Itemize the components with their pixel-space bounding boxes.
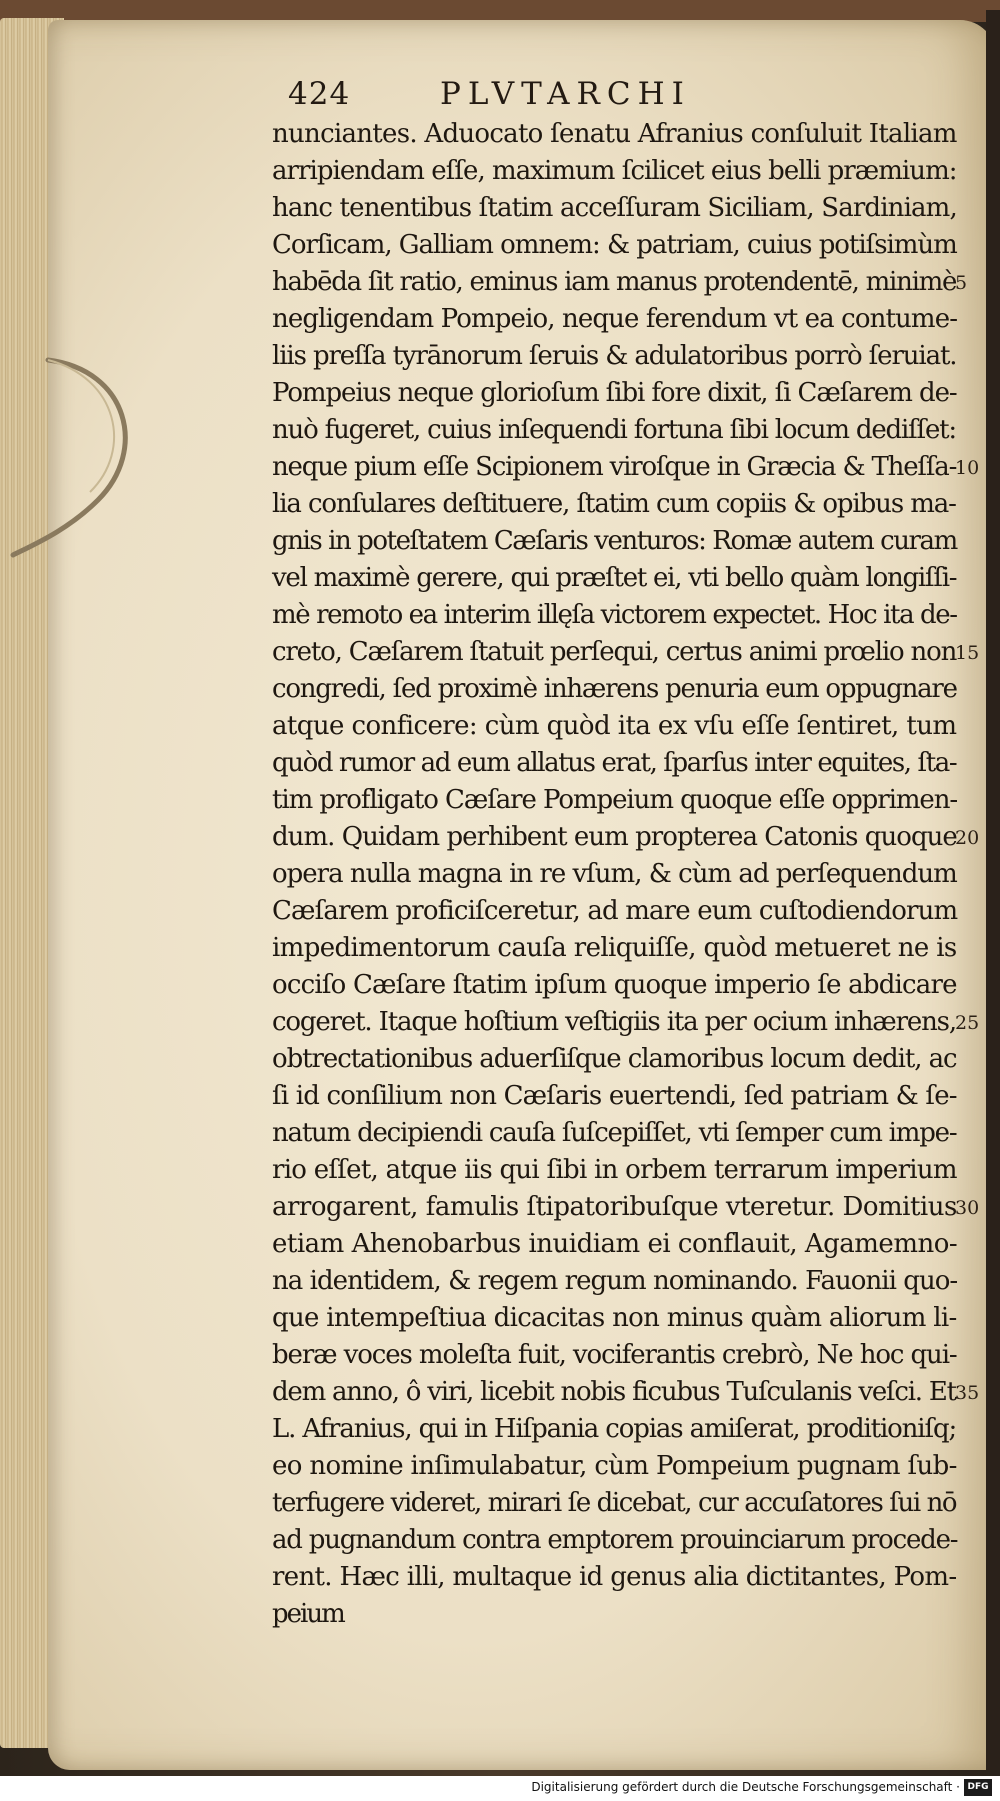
text-line: hanc tenentibus ſtatim acceſſuram Siciliam, Sardiniam, <box>272 193 957 223</box>
text-line: negligendam Pompeio, neque ferendum vt ea contume- <box>272 304 958 334</box>
margin-number: 15 <box>955 642 980 664</box>
page-number: 424 <box>288 76 351 112</box>
text-line: cogeret. Itaque hoſtium veſtigiis ita per ocium inhærens, <box>272 1007 956 1037</box>
text-line: beræ voces moleſta fuit, vociferantis crebrò, Ne hoc qui- <box>272 1340 957 1370</box>
running-head: PLVTARCHI <box>440 76 691 112</box>
text-line: obtrectationibus aduerſiſque clamoribus locum dedit, ac <box>272 1044 957 1074</box>
margin-number: 30 <box>955 1197 980 1219</box>
footer-bar <box>0 1776 1000 1801</box>
text-line: rent. Hæc illi, multaque id genus alia dictitantes, Pom- <box>272 1562 957 1592</box>
text-line: quòd rumor ad eum allatus erat, ſparſus inter equites, ſta- <box>272 748 957 778</box>
text-line: que intempeſtiua dicacitas non minus quàm aliorum li- <box>272 1303 957 1333</box>
text-line: eo nomine inſimulabatur, cùm Pompeium pugnam ſub- <box>272 1451 957 1481</box>
book-fore-edge <box>986 10 1000 1770</box>
text-line: rio eſſet, atque iis qui ſibi in orbem terrarum imperium <box>272 1155 957 1185</box>
margin-number: 35 <box>955 1382 980 1404</box>
text-line: na identidem, & regem regum nominando. Fauonii quo- <box>272 1266 958 1296</box>
margin-number: 20 <box>955 827 980 849</box>
text-line: vel maximè gerere, qui præſtet ei, vti bello quàm longiſſi- <box>272 563 957 593</box>
text-line: etiam Ahenobarbus inuidiam ei conflauit, Agamemno- <box>272 1229 958 1259</box>
text-line: dem anno, ô viri, licebit nobis ficubus Tuſculanis veſci. Et <box>272 1377 956 1407</box>
text-line: nunciantes. Aduocato ſenatu Afranius conſuluit Italiam <box>272 119 957 149</box>
text-line: natum decipiendi cauſa ſuſcepiſſet, vti ſemper cum impe- <box>272 1118 957 1148</box>
text-line: terfugere videret, mirari ſe dicebat, cur accuſatores ſui nō <box>272 1488 957 1518</box>
text-line: L. Afranius, qui in Hiſpania copias amiſerat, proditioniſq; <box>272 1414 957 1444</box>
text-line: opera nulla magna in re vſum, & cùm ad perſequendum <box>272 859 957 889</box>
dfg-logo: DFG <box>964 1779 992 1796</box>
text-line: habēda ſit ratio, eminus iam manus protendentē, minimè <box>272 267 957 297</box>
text-line: occiſo Cæſare ſtatim ipſum quoque imperio ſe abdicare <box>272 970 957 1000</box>
text-line: congredi, ſed proximè inhærens penuria eum oppugnare <box>272 674 957 704</box>
margin-number: 5 <box>955 272 968 294</box>
text-line: Cæſarem proficiſceretur, ad mare eum cuſtodiendorum <box>272 896 958 926</box>
book-top-edge <box>0 0 1000 22</box>
text-line: ſi id conſilium non Cæſaris euertendi, ſed patriam & ſe- <box>272 1081 957 1111</box>
text-line: neque pium eſſe Scipionem viroſque in Græcia & Theſſa- <box>272 452 957 482</box>
text-line: Corſicam, Galliam omnem: & patriam, cuius potiſsimùm <box>272 230 957 260</box>
text-line: atque conficere: cùm quòd ita ex vſu eſſe ſentiret, tum <box>272 711 957 741</box>
margin-number: 10 <box>955 457 980 479</box>
text-line: nuò fugeret, cuius inſequendi fortuna ſibi locum dediſſet: <box>272 415 956 445</box>
funding-credit: Digitalisierung gefördert durch die Deutsche Forschungsgemeinschaft · <box>531 1780 960 1794</box>
margin-number: 25 <box>955 1012 980 1034</box>
text-line: mè remoto ea interim illęſa victorem expectet. Hoc ita de- <box>272 600 957 630</box>
text-line: creto, Cæſarem ſtatuit perſequi, certus animi prœlio non <box>272 637 957 667</box>
text-line: peium <box>272 1599 344 1629</box>
text-line: liis preſſa tyrānorum ſeruis & adulatoribus porrò ſeruiat. <box>272 341 957 371</box>
text-line: ad pugnandum contra emptorem prouinciarum procede- <box>272 1525 958 1555</box>
page-header <box>288 76 848 116</box>
text-line: dum. Quidam perhibent eum propterea Catonis quoque <box>272 822 957 852</box>
text-line: Pompeius neque glorioſum ſibi fore dixit, ſi Cæſarem de- <box>272 378 957 408</box>
text-line: lia conſulares deſtituere, ſtatim cum copiis & opibus ma- <box>272 489 956 519</box>
text-block <box>272 116 972 1633</box>
text-line: arrogarent, famulis ſtipatoribuſque vteretur. Domitius <box>272 1192 957 1222</box>
text-line: arripiendam eſſe, maximum ſcilicet eius belli præmium: <box>272 156 957 186</box>
text-line: tim profligato Cæſare Pompeium quoque eſſe opprimen- <box>272 785 958 815</box>
text-line: impedimentorum cauſa reliquiſſe, quòd metueret ne is <box>272 933 957 963</box>
text-line: gnis in poteſtatem Cæſaris venturos: Romæ autem curam <box>272 526 957 556</box>
